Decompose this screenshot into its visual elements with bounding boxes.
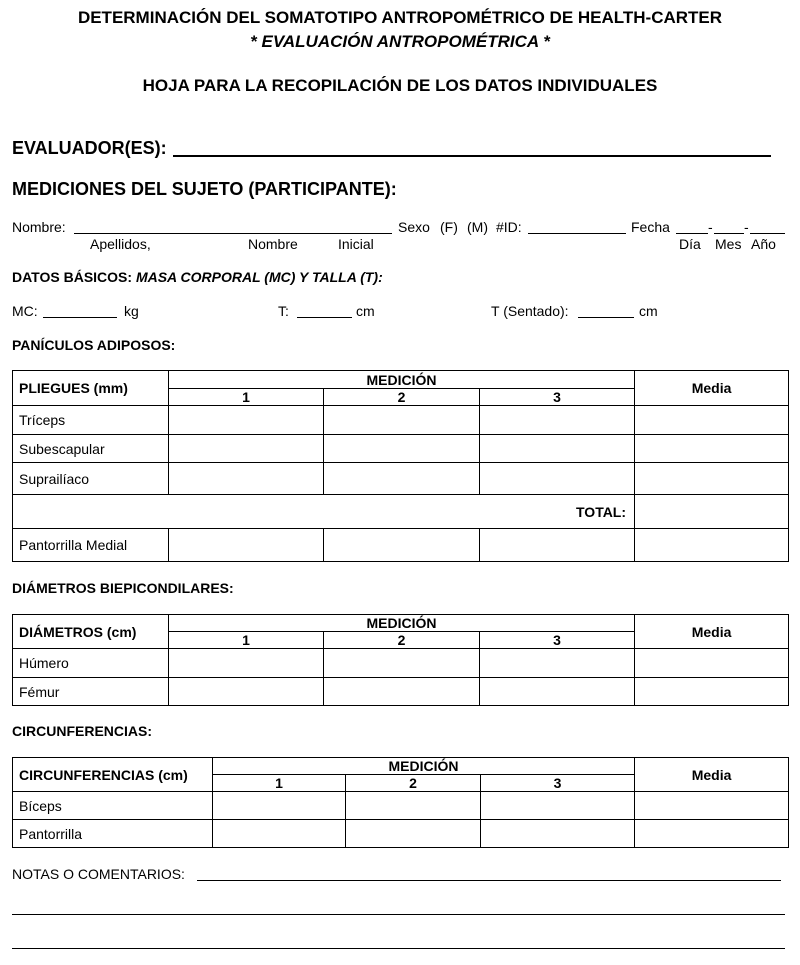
row-label-pantorrilla: Pantorrilla — [13, 820, 213, 848]
notes-line-2[interactable] — [12, 914, 785, 915]
medicion-3-header: 3 — [480, 632, 635, 649]
row-label-suprailiaco: Suprailíaco — [13, 463, 169, 495]
mc-unit: kg — [124, 303, 139, 319]
cell-input[interactable] — [324, 435, 480, 463]
circunferencias-table — [12, 757, 789, 848]
t-label: T: — [278, 303, 289, 319]
row-label-subescapular: Subescapular — [13, 435, 169, 463]
total-cell-input[interactable] — [635, 495, 789, 529]
cell-input[interactable] — [635, 820, 789, 848]
nombre-label: Nombre: — [12, 219, 66, 235]
sub-mes: Mes — [715, 236, 742, 252]
circunferencias-col-header: CIRCUNFERENCIAS (cm) — [13, 758, 213, 792]
cell-input[interactable] — [635, 649, 789, 678]
sub-anio: Año — [751, 236, 776, 252]
fecha-dia-field[interactable] — [676, 233, 708, 234]
sub-inicial: Inicial — [338, 236, 374, 252]
pliegues-col-header: PLIEGUES (mm) — [13, 371, 169, 406]
diametros-col-header: DIÁMETROS (cm) — [13, 615, 169, 649]
form-subtitle: * EVALUACIÓN ANTROPOMÉTRICA * — [250, 32, 550, 51]
basic-heading-plain: DATOS BÁSICOS: — [12, 269, 133, 285]
table-row — [13, 406, 789, 435]
fecha-separator: - — [744, 219, 749, 235]
cell-input[interactable] — [169, 678, 324, 706]
media-header: Media — [635, 371, 789, 406]
cell-input[interactable] — [324, 463, 480, 495]
cell-input[interactable] — [324, 678, 480, 706]
notes-line-3[interactable] — [12, 948, 785, 949]
fecha-anio-field[interactable] — [750, 233, 785, 234]
sexo-f-option[interactable]: (F) — [440, 219, 458, 235]
diametros-table — [12, 614, 789, 706]
medicion-3-header: 3 — [481, 775, 635, 792]
cell-input[interactable] — [481, 820, 635, 848]
cell-input[interactable] — [480, 463, 635, 495]
fecha-mes-field[interactable] — [714, 233, 744, 234]
sub-apellidos: Apellidos, — [90, 236, 151, 252]
ts-field[interactable] — [578, 317, 634, 318]
cell-input[interactable] — [480, 678, 635, 706]
cell-input[interactable] — [635, 435, 789, 463]
nombre-field[interactable] — [74, 233, 392, 234]
row-label-femur: Fémur — [13, 678, 169, 706]
basic-heading-italic: MASA CORPORAL (MC) Y TALLA (T): — [135, 269, 383, 285]
cell-input[interactable] — [635, 406, 789, 435]
form-title: DETERMINACIÓN DEL SOMATOTIPO ANTROPOMÉTRICO DE HEALTH-CARTER — [77, 8, 723, 27]
paniculos-heading: PANÍCULOS ADIPOSOS: — [12, 337, 176, 353]
row-label-biceps: Bíceps — [13, 792, 213, 820]
ts-label: T (Sentado): — [491, 303, 569, 319]
notes-label: NOTAS O COMENTARIOS: — [12, 866, 185, 882]
medicion-2-header: 2 — [346, 775, 481, 792]
sexo-label: Sexo — [398, 219, 430, 235]
table-row — [13, 792, 789, 820]
medicion-1-header: 1 — [169, 389, 324, 406]
ts-unit: cm — [639, 303, 658, 319]
cell-input[interactable] — [480, 649, 635, 678]
basic-heading — [12, 269, 383, 285]
cell-input[interactable] — [169, 435, 324, 463]
cell-input[interactable] — [635, 678, 789, 706]
cell-input[interactable] — [635, 792, 789, 820]
table-row — [13, 529, 789, 562]
cell-input[interactable] — [324, 649, 480, 678]
medicion-3-header: 3 — [480, 389, 635, 406]
cell-input[interactable] — [480, 406, 635, 435]
medicion-2-header: 2 — [324, 632, 480, 649]
circunferencias-heading: CIRCUNFERENCIAS: — [12, 723, 152, 739]
cell-input[interactable] — [635, 463, 789, 495]
cell-input[interactable] — [169, 463, 324, 495]
cell-input[interactable] — [481, 792, 635, 820]
sub-nombre: Nombre — [248, 236, 298, 252]
pliegues-table — [12, 370, 789, 562]
total-label: TOTAL: — [13, 495, 635, 529]
medicion-header: MEDICIÓN — [169, 371, 635, 389]
table-row — [13, 820, 789, 848]
mc-field[interactable] — [43, 317, 117, 318]
medicion-1-header: 1 — [169, 632, 324, 649]
cell-input[interactable] — [169, 529, 324, 562]
cell-input[interactable] — [480, 529, 635, 562]
sub-dia: Día — [679, 236, 701, 252]
t-field[interactable] — [297, 317, 352, 318]
sheet-title: HOJA PARA LA RECOPILACIÓN DE LOS DATOS INDIVIDUALES — [142, 76, 658, 95]
subject-heading: MEDICIONES DEL SUJETO (PARTICIPANTE): — [12, 179, 397, 199]
id-label: #ID: — [496, 219, 522, 235]
row-label-triceps: Tríceps — [13, 406, 169, 435]
row-label-humero: Húmero — [13, 649, 169, 678]
sexo-m-option[interactable]: (M) — [467, 219, 488, 235]
table-row — [13, 435, 789, 463]
medicion-1-header: 1 — [213, 775, 346, 792]
mc-label: MC: — [12, 303, 38, 319]
notes-line-1[interactable] — [197, 880, 781, 881]
t-unit: cm — [356, 303, 375, 319]
table-row — [13, 649, 789, 678]
cell-input[interactable] — [169, 649, 324, 678]
evaluator-label: EVALUADOR(ES): — [12, 138, 167, 158]
cell-input[interactable] — [480, 435, 635, 463]
fecha-separator: - — [708, 219, 713, 235]
medicion-2-header: 2 — [324, 389, 480, 406]
media-header: Media — [635, 758, 789, 792]
row-label-pantorrilla-medial: Pantorrilla Medial — [13, 529, 169, 562]
cell-input[interactable] — [324, 406, 480, 435]
cell-input[interactable] — [346, 792, 481, 820]
cell-input[interactable] — [635, 529, 789, 562]
medicion-header: MEDICIÓN — [213, 758, 635, 775]
fecha-label: Fecha — [631, 219, 670, 235]
id-field[interactable] — [528, 233, 626, 234]
total-row — [13, 495, 789, 529]
cell-input[interactable] — [169, 406, 324, 435]
table-row — [13, 678, 789, 706]
medicion-header: MEDICIÓN — [169, 615, 635, 632]
media-header: Media — [635, 615, 789, 649]
cell-input[interactable] — [213, 792, 346, 820]
evaluator-field[interactable] — [173, 155, 771, 157]
cell-input[interactable] — [346, 820, 481, 848]
table-row — [13, 463, 789, 495]
cell-input[interactable] — [213, 820, 346, 848]
diametros-heading: DIÁMETROS BIEPICONDILARES: — [12, 580, 234, 596]
cell-input[interactable] — [324, 529, 480, 562]
